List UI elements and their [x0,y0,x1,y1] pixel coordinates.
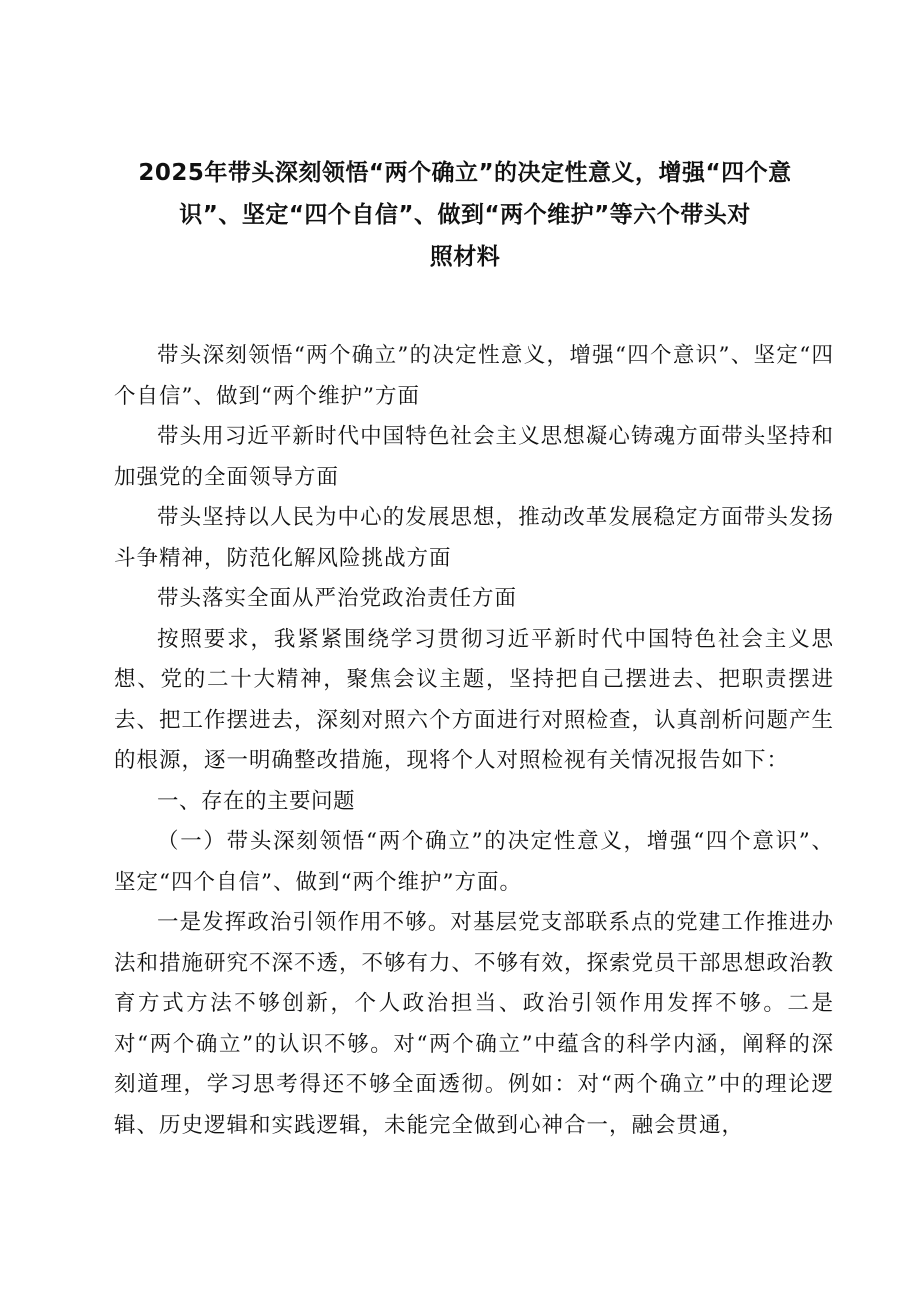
title-line-2: 识”、坚定“四个自信”、做到“两个维护”等六个带头对 [179,202,751,228]
subsection-heading-1: （一）带头深刻领悟“两个确立”的决定性意义，增强“四个意识”、坚定“四个自信”、做到“两个维护”方面。 [114,829,834,895]
topic-paragraph-2: 带头用习近平新时代中国特色社会主义思想凝心铸魂方面带头坚持和加强党的全面领导方面 [114,424,834,490]
title-line-3: 照材料 [429,244,501,270]
topic-paragraph-4: 带头落实全面从严治党政治责任方面 [157,586,518,611]
intro-paragraph: 按照要求，我紧紧围绕学习贯彻习近平新时代中国特色社会主义思想、党的二十大精神，聚焦会议主题，坚持把自己摆进去、把职责摆进去、把工作摆进去，深刻对照六个方面进行对照检查，认真剖析问题产生的根源，逐一明确整改措施，现将个人对照检视有关情况报告如下： [114,626,835,773]
subsection-paragraph-1: 一是发挥政治引领作用不够。对基层党支部联系点的党建工作推进办法和措施研究不深不透，不够有力、不够有效，探索党员干部思想政治教育方式方法不够创新，个人政治担当、政治引领作用发挥不够。二是对“两个确立”的认识不够。对“两个确立”中蕴含的科学内涵，阐释的深刻道理，学习思考得还不够全面透彻。例如：对“两个确立”中的理论逻辑、历史逻辑和实践逻辑，未能完全做到心神合一，融会贯通， [114,910,835,1138]
document-body [114,336,834,1146]
document-title [110,152,820,278]
title-line-1: 2025年带头深刻领悟“两个确立”的决定性意义，增强“四个意 [138,160,792,186]
section-heading-problems: 一、存在的主要问题 [157,788,356,814]
topic-paragraph-1: 带头深刻领悟“两个确立”的决定性意义，增强“四个意识”、坚定“四个自信”、做到“两个维护”方面 [114,343,834,409]
topic-paragraph-3: 带头坚持以人民为中心的发展思想，推动改革发展稳定方面带头发扬斗争精神，防范化解风险挑战方面 [114,505,834,571]
